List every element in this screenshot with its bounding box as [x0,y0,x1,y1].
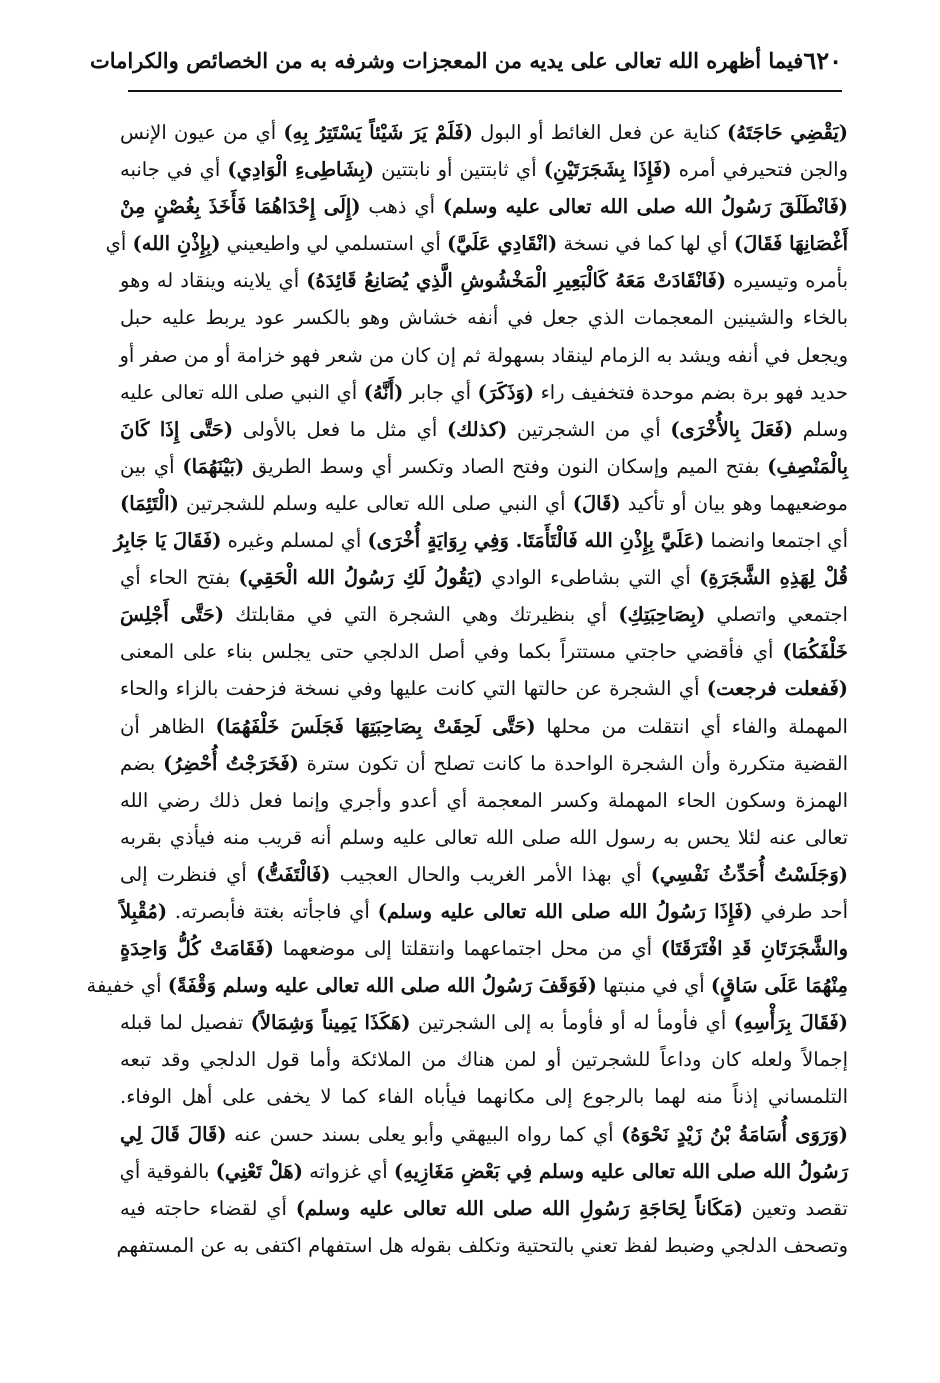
commentary-text: بفتح الحاء أي [120,566,239,590]
commentary-text: أي في جانبه [120,158,228,182]
highlighted-quote: (بِشَاطِىءِ الْوَادِي) [227,158,375,182]
text-line [120,1190,848,1227]
page-number: ٦٢٠ [803,45,842,75]
highlighted-quote: مِنْهُمَا عَلَى سَاقٍ) [710,974,848,998]
commentary-text: تعالى عنه لئلا يحس به رسول الله صلى الله تعالى عليه وسلم أنه قريب منه فيأذي بقربه [120,825,848,849]
text-line [120,1041,848,1078]
highlighted-quote: (فَفعلت فرجعت) [706,677,848,701]
highlighted-quote: (فَعَلَ بِالأُخْرَى) [670,417,794,441]
highlighted-quote: (يَقْضِي حَاجَتَهُ) [726,121,848,144]
highlighted-quote: (فَلَمْ يَرَ شَيْئاً يَسْتَتِرُ بِهِ) [283,121,473,144]
commentary-text: أي النبي صلى الله تعالى عليه وسلم للشجرتين [178,491,573,515]
highlighted-quote: (يَقُولُ لَكِ رَسُولُ الله الْحَقِي) [238,566,483,590]
commentary-text: أي التي بشاطىء الوادي [482,566,700,590]
text-line [120,782,848,819]
text-line [120,633,848,670]
highlighted-quote: (بِإِذْنِ الله) [132,232,221,256]
commentary-text: أي من الشجرتين [507,417,671,441]
running-header [89,34,842,86]
text-line [113,522,848,559]
highlighted-quote: (فَانْقَادَتْ مَعَهُ كَالْبَعِيرِ الْمَخْشُوشِ الَّذِي يُصَانِعُ قَائِدَهُ) [306,269,727,293]
commentary-text: أي النبي صلى الله تعالى عليه [120,380,364,404]
text-line [120,411,848,448]
highlighted-quote: (أَنَّهُ) [363,380,404,404]
commentary-text: الهمزة وسكون الحاء المهملة وكسر المعجمة أي أعدو وأجري وإنما فعل ذلك رضي الله [120,788,848,812]
commentary-text: بالخاء والشينين المعجمات الذي جعل في أنفه خشاش وهو بالكسر عود يربط عليه حبل [120,306,848,330]
highlighted-quote: (قَالَ) [572,491,621,515]
text-line [120,670,848,707]
running-title: فيما أظهره الله تعالى على يديه من المعجزات وشرفه به من الخصائص والكرامات [89,47,804,73]
commentary-text: موضعيهما وهو بيان أو تأكيد [620,491,848,515]
commentary-text: أي الشجرة عن حالتها التي كانت عليها وفي نسخة فزحفت بالزاء والحاء [120,677,707,701]
highlighted-quote: (هَلْ تَعْنِي) [215,1159,303,1183]
text-line [120,819,848,856]
highlighted-quote: (مَكَاناً لِحَاجَةِ رَسُولِ الله صلى الله تعالى عليه وسلم) [295,1196,743,1220]
commentary-text: أي من محل اجتماعهما وانتقلتا إلى موضعهما [274,937,661,961]
commentary-text: أي استسلمي لي واطيعيني [220,232,447,256]
commentary-text: كناية عن فعل الغائط أو البول [472,121,727,144]
commentary-text: بضم [120,751,164,775]
text-line [120,448,848,485]
highlighted-quote: (وَجَلَسْتُ أُحَدِّثُ نَفْسِي) [650,862,849,886]
text-line [120,856,848,893]
commentary-text: أي كما رواه البيهقي وأبو يعلى بسند حسن عنه [226,1122,622,1146]
highlighted-quote: (هَكَذَا يَمِيناً وَشِمَالاً) [250,1011,411,1035]
commentary-text: أحد طرفي [752,899,848,923]
commentary-text: أي من عيون الإنس [120,121,284,144]
highlighted-quote: (بَيْنَهُمَا) [182,454,245,478]
commentary-text: أي اجتمعا وانضما [704,529,848,553]
commentary-text: أي يلاينه وينقاد له وهو [120,269,307,293]
highlighted-quote: (الْتَئِمَا) [120,491,179,515]
highlighted-quote: قُلْ لِهَذِهِ الشَّجَرَةِ) [699,566,848,590]
commentary-text: ويجعل في أنفه ويشد به الزمام لينقاد بسهولة ثم إن كان من شعر فهو خزامة أو من صفر أو [119,343,848,367]
highlighted-quote: والشَّجَرَتَانِ قَدِ افْتَرَقَتَا) [660,937,848,961]
highlighted-quote: (فَإِذَا بِشَجَرَتَيْنِ) [543,158,672,182]
highlighted-quote: رَسُولُ الله صلى الله تعالى عليه وسلم فِي بَعْضِ مَغَازِيهِ) [393,1159,848,1183]
highlighted-quote: (كذلك) [446,417,508,441]
commentary-text: أي غزواته [302,1159,394,1183]
commentary-text: أي لمسلم وغيره [221,529,368,553]
text-line [120,485,848,522]
highlighted-quote: (فَإِذَا رَسُولُ الله صلى الله تعالى عليه وسلم) [377,899,753,923]
highlighted-quote: (انْقَادِي عَلَيَّ) [446,232,558,256]
text-body [86,114,849,1264]
commentary-text: اجتمعي واتصلي [705,603,848,627]
text-line [86,967,848,1004]
commentary-text: بالفوقية أي [119,1159,216,1183]
text-line [120,559,848,596]
text-line [120,930,848,967]
text-line [120,893,848,930]
commentary-text: أي بنظيرتك وهي الشجرة التي في مقابلتك [224,603,619,627]
text-line [120,299,848,336]
highlighted-quote: (حَتَّى لَحِقَتْ بِصَاحِبَتِهَا فَجَلَسَ خَلْفَهُمَا) [215,714,536,738]
commentary-text: تقصد وتعين [743,1196,848,1220]
commentary-text: المهملة والفاء أي انتقلت من محلها [535,714,848,738]
highlighted-quote: (حَتَّى إِذَا كَانَ [120,417,234,441]
highlighted-quote: (بِصَاحِبَتِكِ) [618,603,706,627]
text-line [105,225,848,262]
highlighted-quote: (فَقَالَ يَا جَابِرُ [113,529,222,553]
commentary-text: وسلم [793,417,848,441]
highlighted-quote: (مُقْبِلاً [120,899,168,923]
commentary-text: أي لقضاء حاجته فيه [120,1196,296,1220]
text-line [120,1153,848,1190]
commentary-text: إجمالاً ولعله كان وداعاً للشجرتين أو لمن هناك من الملائكة وأما قول الدلجي وقد تبعه [120,1048,848,1072]
text-line [120,1116,848,1153]
text-line [120,1004,848,1041]
text-line [120,151,848,188]
commentary-text: حديد فهو برة بضم موحدة فتخفيف راء [534,380,848,404]
commentary-text: أي في منبتها [596,974,711,998]
text-line [120,188,848,225]
commentary-text: التلمساني إذناً منه لهما بالرجوع إلى مكانهما فيأباه الفاء كما لا يخفى على أهل الوفاء. [120,1085,848,1109]
commentary-text: أي فأومأ له أو فأومأ به إلى الشجرتين [410,1011,734,1035]
highlighted-quote: (فَقَالَ بِرَأْسِهِ) [733,1011,848,1035]
commentary-text: أي ذهب [360,195,443,219]
highlighted-quote: (عَلَيَّ بِإِذْنِ الله فَالْتَأَمَتَا. وَفِي رِوَايَةٍ أُخْرَى) [367,529,705,553]
highlighted-quote: أَغْصَانِهَا فَقَالَ) [733,232,848,256]
commentary-text: أي مثل ما فعل بالأولى [233,417,447,441]
highlighted-quote: (فَقَامَتْ كُلُّ وَاحِدَةٍ [120,937,275,961]
text-line [120,1078,848,1115]
text-line [116,1227,848,1264]
commentary-text: أي [105,232,133,256]
commentary-text: الظاهر أن [120,714,216,738]
commentary-text: تفصيل لما قبله [120,1011,251,1035]
highlighted-quote: (إِلَى إِحْدَاهُمَا فَأَخَذَ بِغُصْنٍ مِنْ [120,195,361,219]
highlighted-quote: (حَتَّى أَجْلِسَ [120,603,225,627]
highlighted-quote: (فَوَقَفَ رَسُولُ الله صلى الله تعالى عليه وسلم وَقْفَةً) [167,974,597,998]
commentary-text: أي جابر [403,380,478,404]
commentary-text: والجن فتحيرفي أمره [671,158,849,182]
commentary-text: وتصحف الدلجي وضبط لفظ تعني بالتحتية وتكلف بقوله هل استفهام اكتفى به عن المستفهم [116,1233,848,1257]
highlighted-quote: خَلْفَكُمَا) [782,640,848,664]
highlighted-quote: (قَالَ قَالَ لِي [120,1122,227,1146]
commentary-text: أي ثابتتين أو نابتتين [374,158,544,182]
commentary-text: أي بهذا الأمر الغريب والحال العجيب [330,862,651,886]
text-line [120,596,848,633]
highlighted-quote: (وَرَوَى أُسَامَةُ بْنُ زَيْدٍ نَحْوَهُ) [621,1122,848,1146]
highlighted-quote: (فَالْتَفَتُّ) [255,862,331,886]
commentary-text: أي خفيفة [86,974,168,998]
text-line [120,374,848,411]
commentary-text: أي لها كما في نسخة [557,232,734,256]
commentary-text: بفتح الميم وإسكان النون وفتح الصاد وتكسر أي وسط الطريق [244,454,768,478]
highlighted-quote: (فَخَرَجْتُ أُحْضِرُ) [163,751,299,775]
commentary-text: أي فأقضي حاجتي مستتراً بكما وفي أصل الدلجي حتى يجلس بناء على المعنى [120,640,783,664]
highlighted-quote: (وَذَكَرَ) [477,380,535,404]
text-line [120,745,848,782]
commentary-text: أي فنظرت إلى [120,862,256,886]
text-line [120,708,848,745]
text-line [120,262,848,299]
commentary-text: أي بين [120,454,183,478]
text-line [120,337,848,374]
header-rule [128,90,842,92]
highlighted-quote: (فَانْطَلَقَ رَسُولُ الله صلى الله تعالى عليه وسلم) [442,195,848,219]
commentary-text: أي فاجأته بغتة فأبصرته. [167,899,378,923]
text-line [120,114,848,151]
commentary-text: بأمره وتيسيره [726,269,849,293]
highlighted-quote: بِالْمَنْصِفِ) [767,454,848,478]
commentary-text: القضية متكررة وأن الشجرة الواحدة ما كانت تصلح أن تكون سترة [298,751,849,775]
